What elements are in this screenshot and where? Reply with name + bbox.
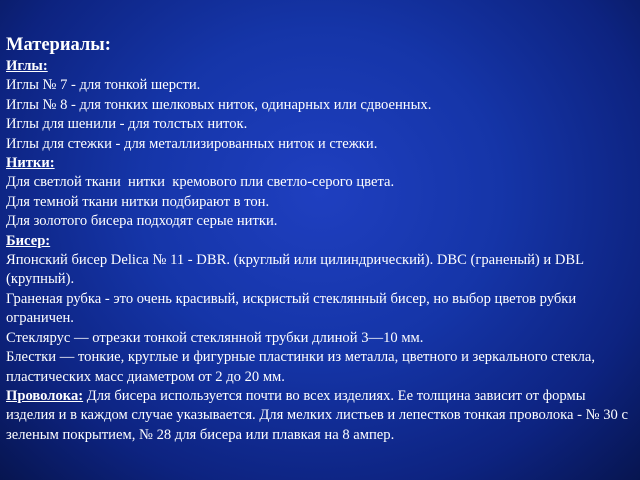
- wire-text: Для бисера используется почти во всех изделиях. Ее толщина зависит от формы изделия и в каждом случае указывается. Для мелких листьев и лепестков тонкая проволока - № 30 с зеленым покрытием, № 28 для бисера или плавкая на 8 ампер.: [6, 387, 628, 443]
- beads-heading: Бисер:: [6, 232, 51, 249]
- threads-line-1: Для светлой ткани нитки кремового пли светло-серого цвета.: [6, 174, 395, 191]
- needles-heading: Иглы:: [6, 58, 48, 74]
- needles-line-2: Иглы № 8 - для тонких шелковых ниток, одинарных или сдвоенных.: [6, 96, 432, 113]
- beads-line-1: Японский бисер Delica № 11 - DBR. (круглый или цилиндрический). DBC (граненый) и DBL (крупный).: [6, 252, 584, 288]
- beads-line-4: Блестки — тонкие, круглые и фигурные пластинки из металла, цветного и зеркального стекла, пластических масс диаметром от 2 до 20 мм.: [6, 349, 596, 385]
- slide-title: Материалы:: [6, 35, 111, 55]
- beads-line-2: Граненая рубка - это очень красивый, искристый стеклянный бисер, но выбор цветов рубки ограничен.: [6, 290, 577, 327]
- slide-content: [6, 34, 636, 445]
- wire-heading: Проволока:: [6, 387, 84, 404]
- threads-heading: Нитки:: [6, 155, 55, 172]
- needles-line-4: Иглы для стежки - для металлизированных ниток и стежки.: [6, 135, 378, 152]
- beads-line-3: Стеклярус — отрезки тонкой стеклянной трубки длиной 3—10 мм.: [6, 329, 424, 346]
- needles-line-3: Иглы для шенили - для толстых ниток.: [6, 116, 248, 133]
- wire-paragraph: [6, 387, 636, 445]
- threads-line-3: Для золотого бисера подходят серые нитки.: [6, 213, 278, 230]
- threads-line-2: Для темной ткани нитки подбирают в тон.: [6, 193, 270, 210]
- needles-line-1: Иглы № 7 - для тонкой шерсти.: [6, 77, 201, 94]
